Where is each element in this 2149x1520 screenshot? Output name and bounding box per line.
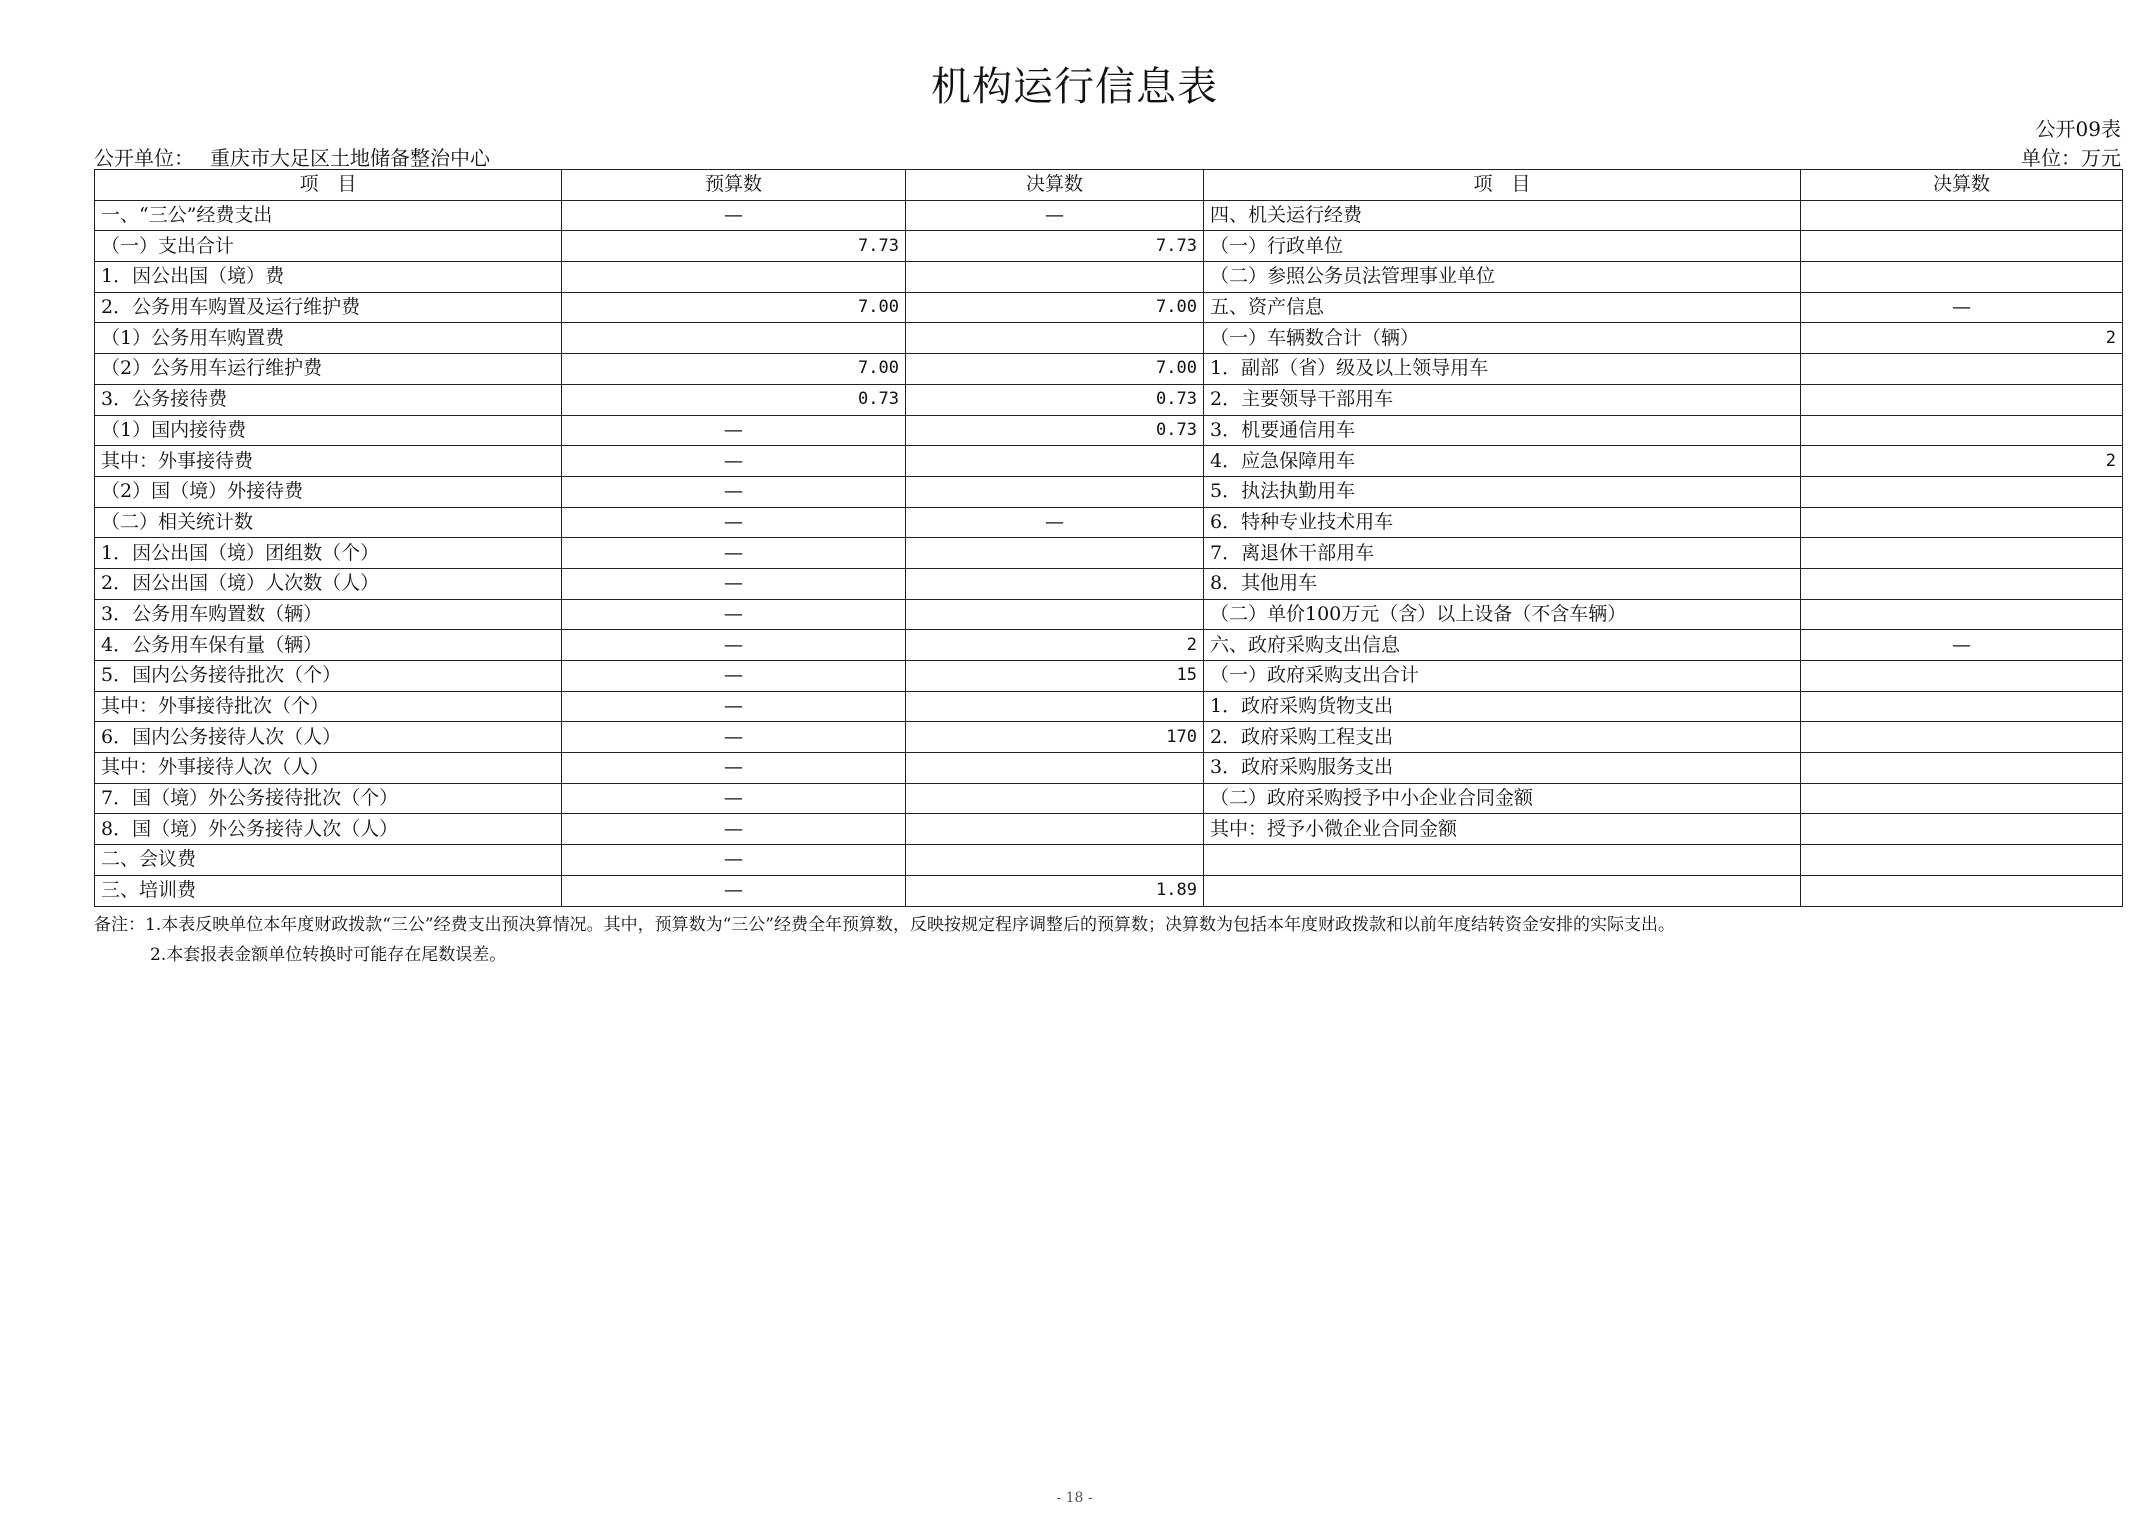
right-item-cell: 五、资产信息 — [1204, 292, 1801, 323]
notes — [94, 910, 1675, 970]
right-item-cell: （二）政府采购授予中小企业合同金额 — [1204, 783, 1801, 814]
right-item-cell: 2．政府采购工程支出 — [1204, 722, 1801, 753]
table-row — [95, 292, 2123, 323]
final-cell: 0.73 — [906, 415, 1204, 446]
left-item-cell: 其中：外事接待批次（个） — [95, 691, 562, 722]
right-final-cell — [1801, 231, 2123, 262]
budget-cell: — — [562, 599, 906, 630]
right-final-cell: — — [1801, 292, 2123, 323]
table-row — [95, 476, 2123, 507]
final-cell — [906, 568, 1204, 599]
table-row — [95, 446, 2123, 477]
budget-cell: — — [562, 722, 906, 753]
table-row — [95, 691, 2123, 722]
header-final: 决算数 — [906, 170, 1204, 201]
right-final-cell — [1801, 691, 2123, 722]
right-final-cell — [1801, 814, 2123, 845]
table-row — [95, 568, 2123, 599]
budget-cell: — — [562, 691, 906, 722]
final-cell: 15 — [906, 661, 1204, 692]
left-item-cell: 二、会议费 — [95, 845, 562, 876]
table-row — [95, 538, 2123, 569]
final-cell — [906, 446, 1204, 477]
right-item-cell: 2．主要领导干部用车 — [1204, 384, 1801, 415]
budget-cell: — — [562, 476, 906, 507]
right-item-cell: 5．执法执勤用车 — [1204, 476, 1801, 507]
final-cell — [906, 599, 1204, 630]
right-final-cell: 2 — [1801, 446, 2123, 477]
right-item-cell: 四、机关运行经费 — [1204, 200, 1801, 231]
left-item-cell: （2）公务用车运行维护费 — [95, 354, 562, 385]
right-item-cell: 6．特种专业技术用车 — [1204, 507, 1801, 538]
table-row — [95, 630, 2123, 661]
table-row — [95, 661, 2123, 692]
right-final-cell — [1801, 476, 2123, 507]
left-item-cell: 7．国（境）外公务接待批次（个） — [95, 783, 562, 814]
final-cell: 1.89 — [906, 875, 1204, 906]
right-item-cell: 3．政府采购服务支出 — [1204, 753, 1801, 784]
left-item-cell: 其中：外事接待费 — [95, 446, 562, 477]
final-cell — [906, 323, 1204, 354]
note-2: 2.本套报表金额单位转换时可能存在尾数误差。 — [150, 945, 507, 965]
final-cell — [906, 783, 1204, 814]
left-item-cell: 其中：外事接待人次（人） — [95, 753, 562, 784]
table-row — [95, 384, 2123, 415]
budget-cell: 7.00 — [562, 292, 906, 323]
final-cell — [906, 538, 1204, 569]
left-item-cell: 4．公务用车保有量（辆） — [95, 630, 562, 661]
right-final-cell — [1801, 538, 2123, 569]
currency-unit: 单位：万元 — [2021, 146, 2121, 170]
budget-cell: — — [562, 783, 906, 814]
right-final-cell — [1801, 415, 2123, 446]
budget-cell: — — [562, 753, 906, 784]
final-cell: — — [906, 200, 1204, 231]
right-item-cell: 1．副部（省）级及以上领导用车 — [1204, 354, 1801, 385]
final-cell — [906, 691, 1204, 722]
right-final-cell — [1801, 875, 2123, 906]
budget-cell: — — [562, 845, 906, 876]
right-final-cell — [1801, 262, 2123, 293]
right-item-cell: 六、政府采购支出信息 — [1204, 630, 1801, 661]
right-item-cell: （一）行政单位 — [1204, 231, 1801, 262]
left-item-cell: （1）国内接待费 — [95, 415, 562, 446]
budget-cell: — — [562, 507, 906, 538]
right-item-cell: 4．应急保障用车 — [1204, 446, 1801, 477]
table-row — [95, 323, 2123, 354]
right-final-cell — [1801, 384, 2123, 415]
final-cell: 7.00 — [906, 292, 1204, 323]
final-cell: — — [906, 507, 1204, 538]
budget-cell: — — [562, 875, 906, 906]
left-item-cell: 3．公务接待费 — [95, 384, 562, 415]
right-final-cell — [1801, 661, 2123, 692]
left-item-cell: 1．因公出国（境）费 — [95, 262, 562, 293]
budget-cell: — — [562, 630, 906, 661]
right-item-cell: 3．机要通信用车 — [1204, 415, 1801, 446]
budget-cell: — — [562, 200, 906, 231]
right-final-cell — [1801, 722, 2123, 753]
right-final-cell — [1801, 354, 2123, 385]
left-item-cell: （二）相关统计数 — [95, 507, 562, 538]
org-info — [94, 142, 490, 171]
budget-cell: 7.00 — [562, 354, 906, 385]
right-item-cell: 其中：授予小微企业合同金额 — [1204, 814, 1801, 845]
unit-line — [94, 142, 2121, 171]
table-row — [95, 814, 2123, 845]
left-item-cell: 一、“三公”经费支出 — [95, 200, 562, 231]
right-item-cell: 7．离退休干部用车 — [1204, 538, 1801, 569]
right-item-cell: （二）单价100万元（含）以上设备（不含车辆） — [1204, 599, 1801, 630]
header-right-item: 项 目 — [1204, 170, 1801, 201]
right-final-cell — [1801, 845, 2123, 876]
header-right-final: 决算数 — [1801, 170, 2123, 201]
right-final-cell — [1801, 599, 2123, 630]
right-item-cell: （一）政府采购支出合计 — [1204, 661, 1801, 692]
table-row — [95, 875, 2123, 906]
left-item-cell: 3．公务用车购置数（辆） — [95, 599, 562, 630]
budget-cell: — — [562, 814, 906, 845]
table-row — [95, 231, 2123, 262]
table-row — [95, 262, 2123, 293]
final-cell: 7.00 — [906, 354, 1204, 385]
table-row — [95, 783, 2123, 814]
table-row — [95, 722, 2123, 753]
table-row — [95, 354, 2123, 385]
right-final-cell — [1801, 200, 2123, 231]
org-label: 公开单位： — [94, 146, 194, 170]
table-row — [95, 845, 2123, 876]
left-item-cell: 8．国（境）外公务接待人次（人） — [95, 814, 562, 845]
final-cell — [906, 476, 1204, 507]
header-left-item: 项 目 — [95, 170, 562, 201]
final-cell: 170 — [906, 722, 1204, 753]
info-table — [94, 169, 2123, 907]
budget-cell: — — [562, 446, 906, 477]
header-budget: 预算数 — [562, 170, 906, 201]
org-name: 重庆市大足区土地储备整治中心 — [210, 146, 490, 170]
budget-cell: — — [562, 538, 906, 569]
left-item-cell: 1．因公出国（境）团组数（个） — [95, 538, 562, 569]
budget-cell: — — [562, 661, 906, 692]
left-item-cell: 三、培训费 — [95, 875, 562, 906]
left-item-cell: （2）国（境）外接待费 — [95, 476, 562, 507]
budget-cell: — — [562, 415, 906, 446]
budget-cell: 0.73 — [562, 384, 906, 415]
right-item-cell: 1．政府采购货物支出 — [1204, 691, 1801, 722]
note-1: 备注：1.本表反映单位本年度财政拨款“三公”经费支出预决算情况。其中，预算数为“三公”经费全年预算数，反映按规定程序调整后的预算数；决算数为包括本年度财政拨款和以前年度结转资金安排的实际支出。 — [94, 915, 1675, 935]
right-item-cell — [1204, 875, 1801, 906]
left-item-cell: 2．因公出国（境）人次数（人） — [95, 568, 562, 599]
final-cell: 0.73 — [906, 384, 1204, 415]
right-final-cell: 2 — [1801, 323, 2123, 354]
form-number: 公开09表 — [2035, 117, 2121, 141]
left-item-cell: 6．国内公务接待人次（人） — [95, 722, 562, 753]
right-item-cell: （二）参照公务员法管理事业单位 — [1204, 262, 1801, 293]
final-cell — [906, 753, 1204, 784]
right-final-cell — [1801, 753, 2123, 784]
table-row — [95, 415, 2123, 446]
table-row — [95, 507, 2123, 538]
budget-cell — [562, 262, 906, 293]
left-item-cell: （一）支出合计 — [95, 231, 562, 262]
table-body — [95, 200, 2123, 906]
final-cell: 2 — [906, 630, 1204, 661]
right-final-cell — [1801, 507, 2123, 538]
budget-cell: — — [562, 568, 906, 599]
final-cell — [906, 814, 1204, 845]
final-cell: 7.73 — [906, 231, 1204, 262]
right-final-cell: — — [1801, 630, 2123, 661]
page-number: - 18 - — [1056, 1490, 1093, 1506]
left-item-cell: 2．公务用车购置及运行维护费 — [95, 292, 562, 323]
right-item-cell: 8．其他用车 — [1204, 568, 1801, 599]
right-final-cell — [1801, 783, 2123, 814]
budget-cell: 7.73 — [562, 231, 906, 262]
right-item-cell — [1204, 845, 1801, 876]
table-row — [95, 599, 2123, 630]
right-item-cell: （一）车辆数合计（辆） — [1204, 323, 1801, 354]
page-title: 机构运行信息表 — [931, 64, 1218, 110]
left-item-cell: （1）公务用车购置费 — [95, 323, 562, 354]
right-final-cell — [1801, 568, 2123, 599]
table-row — [95, 753, 2123, 784]
left-item-cell: 5．国内公务接待批次（个） — [95, 661, 562, 692]
budget-cell — [562, 323, 906, 354]
final-cell — [906, 845, 1204, 876]
table-row — [95, 200, 2123, 231]
table-header-row — [95, 170, 2123, 201]
final-cell — [906, 262, 1204, 293]
